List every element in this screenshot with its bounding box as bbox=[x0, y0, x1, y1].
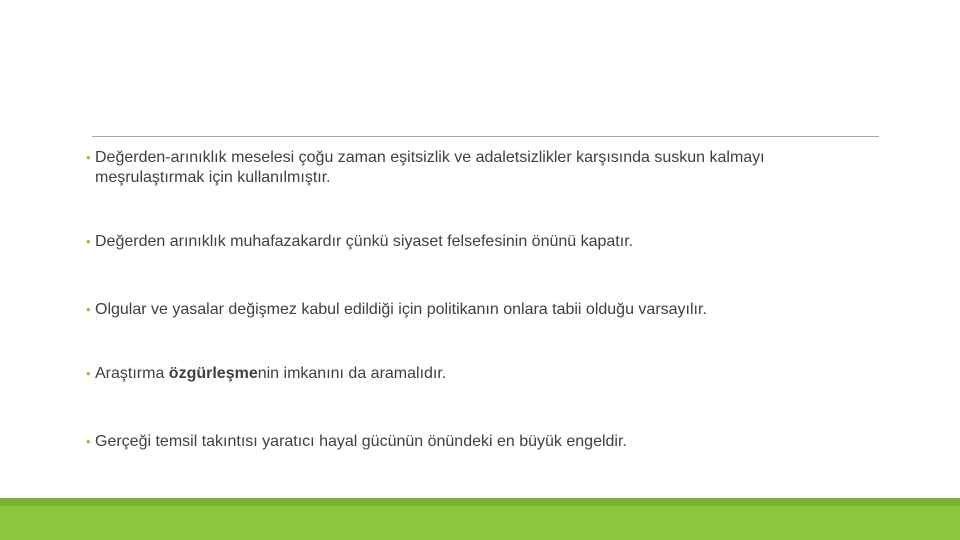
bullet-dot-icon: • bbox=[86, 150, 91, 165]
bullet-dot-icon: • bbox=[86, 302, 91, 317]
bullet-dot-icon: • bbox=[86, 434, 91, 449]
title-divider bbox=[92, 136, 879, 137]
bullet-text: Değerden-arınıklık meselesi çoğu zaman eşitsizlik ve adaletsizlikler karşısında suskun kalmayı meşrulaştırmak için kullanılmıştır. bbox=[95, 149, 765, 186]
bullet-dot-icon: • bbox=[86, 234, 91, 249]
bullet-item bbox=[86, 364, 876, 384]
bullet-text-bold: özgürleşme bbox=[168, 365, 258, 382]
bullet-item bbox=[86, 300, 876, 320]
footer-band bbox=[0, 498, 960, 506]
bullet-item bbox=[86, 432, 876, 452]
bullet-text: Değerden arınıklık muhafazakardır çünkü siyaset felsefesinin önünü kapatır. bbox=[95, 233, 634, 250]
bullet-text-before: Araştırma bbox=[95, 365, 169, 382]
bullet-text: Gerçeği temsil takıntısı yaratıcı hayal gücünün önündeki en büyük engeldir. bbox=[95, 433, 627, 450]
bullet-text-after: nin imkanını da aramalıdır. bbox=[257, 365, 447, 382]
bullet-item bbox=[86, 148, 876, 188]
bullet-text: Olgular ve yasalar değişmez kabul edildiği için politikanın onlara tabii olduğu varsayılır. bbox=[95, 301, 707, 318]
bullet-item bbox=[86, 232, 876, 252]
bullet-dot-icon: • bbox=[86, 366, 91, 381]
footer-bar bbox=[0, 498, 960, 540]
